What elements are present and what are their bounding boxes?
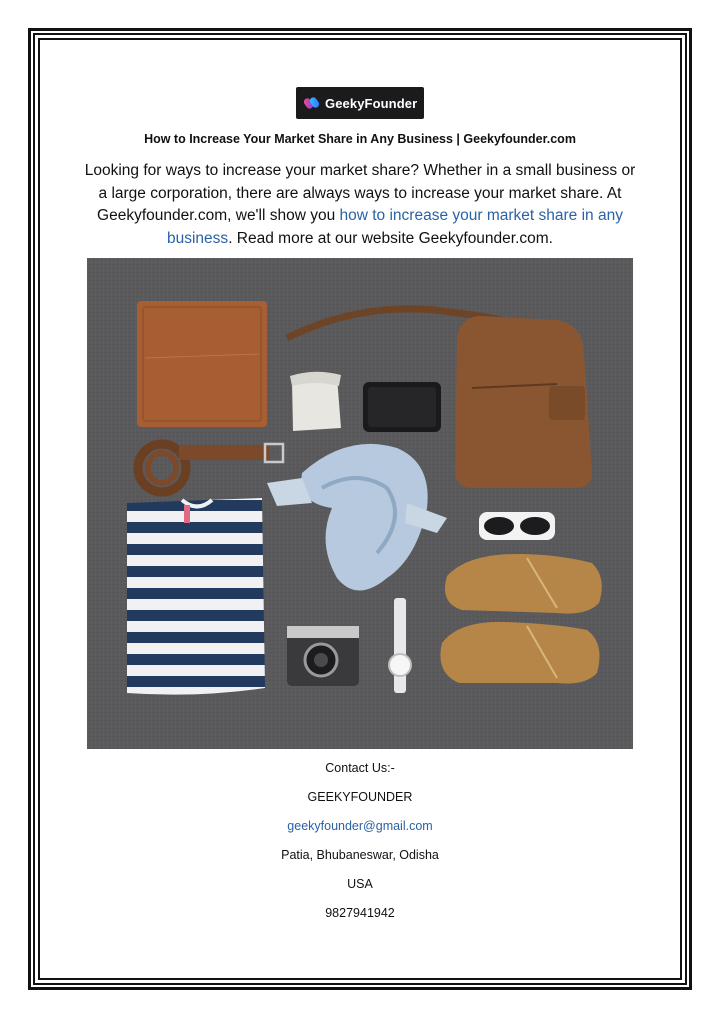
smartphone: [363, 382, 441, 432]
geekyfounder-logo: [296, 87, 424, 119]
contact-address: Patia, Bhubaneswar, Odisha: [281, 848, 439, 862]
contact-email-link[interactable]: geekyfounder@gmail.com: [287, 819, 433, 833]
contact-country: USA: [347, 877, 373, 891]
document-title: How to Increase Your Market Share in Any Business | Geekyfounder.com: [144, 132, 576, 146]
leather-notebook: [137, 301, 267, 427]
vintage-camera: [287, 626, 359, 686]
flat-lay-photo: [87, 258, 633, 749]
white-pouch: [290, 372, 341, 431]
logo-mark-icon: [304, 95, 320, 111]
intro-text-before: Looking for ways to increase your market share? Whether in a small business or a large corporation, there are always ways to increase your market share. At Geekyfounder.com, we'll show you: [84, 162, 636, 224]
intro-link[interactable]: how to increase your market share in any business: [167, 207, 623, 247]
logo-text: GeekyFounder: [325, 95, 418, 111]
intro-paragraph: [80, 160, 640, 250]
white-sunglasses: [479, 512, 555, 540]
contact-company: GEEKYFOUNDER: [307, 790, 413, 804]
striped-shirt: [127, 498, 265, 695]
contact-phone: 9827941942: [325, 906, 395, 920]
intro-text-after: . Read more at our website Geekyfounder.com.: [228, 229, 553, 247]
contact-heading: Contact Us:-: [325, 761, 395, 775]
